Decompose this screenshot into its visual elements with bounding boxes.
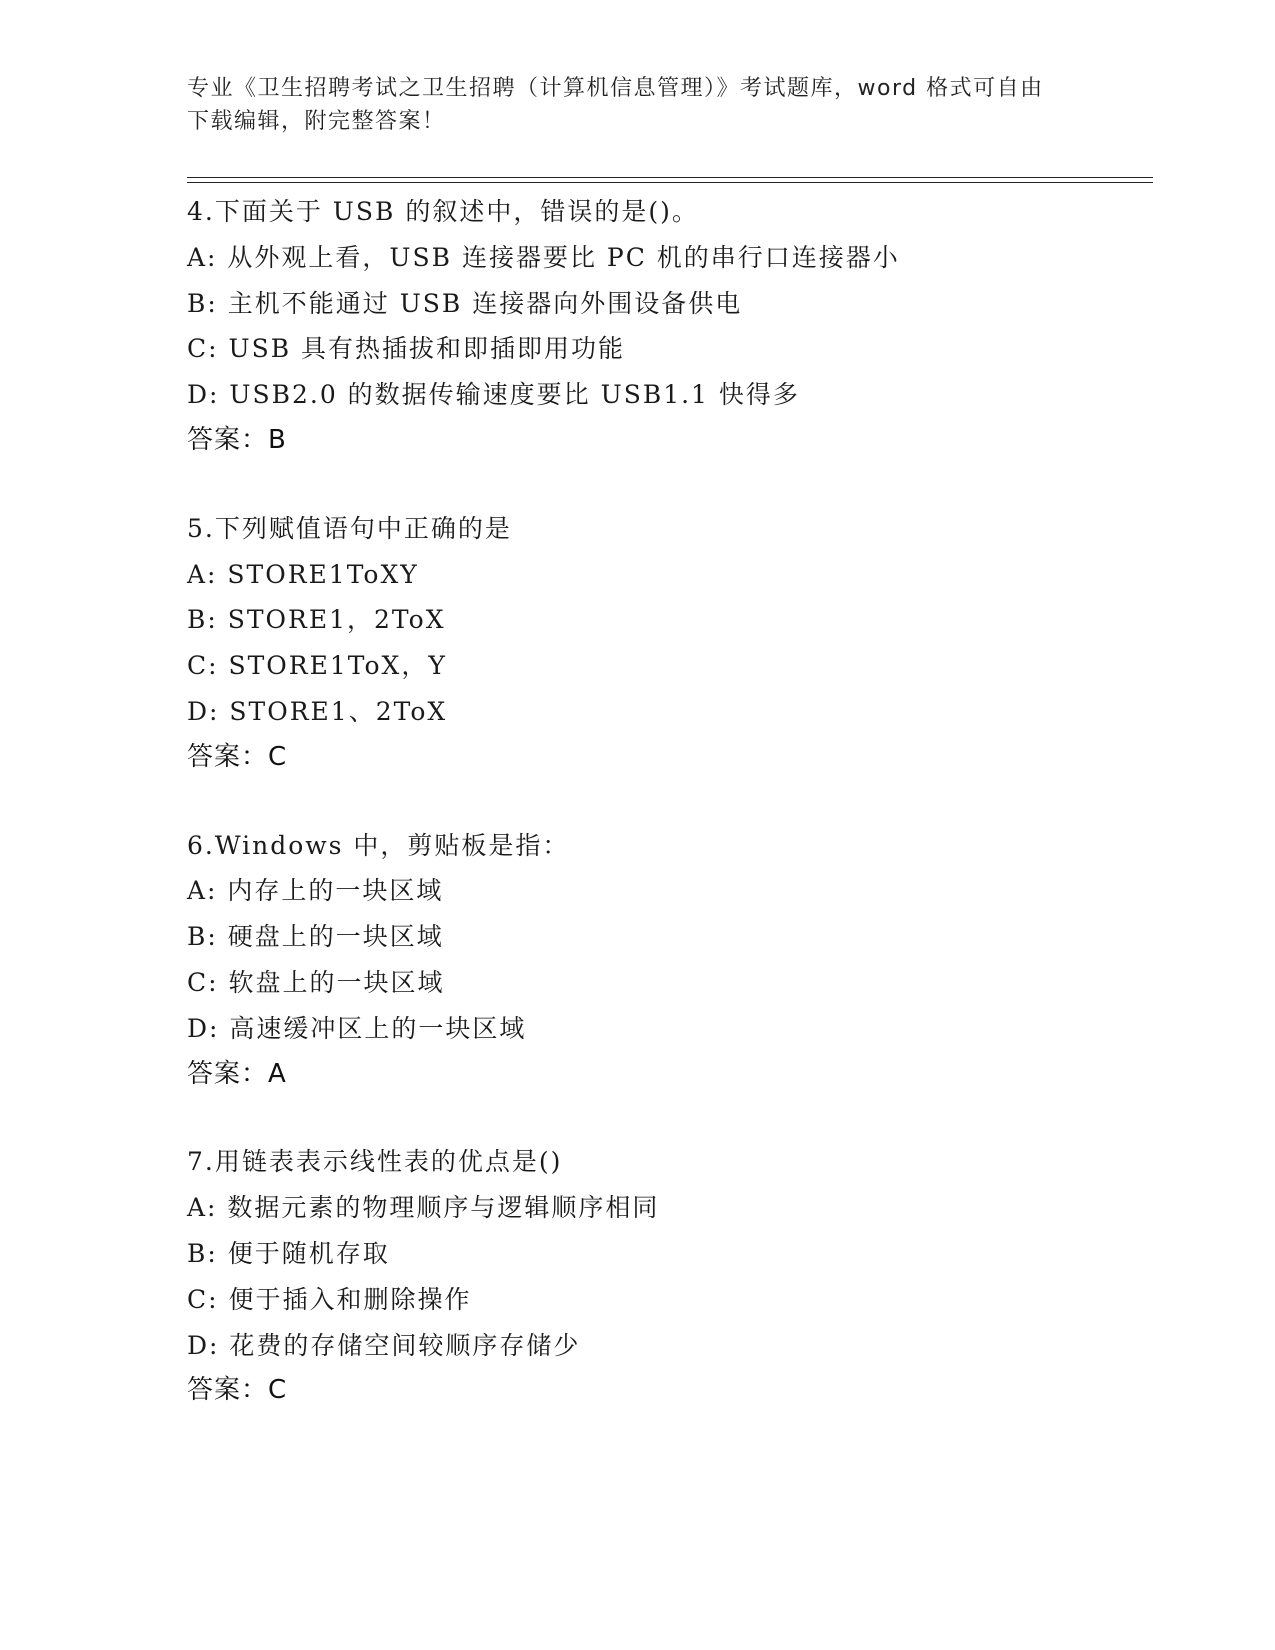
option-a: A: 从外观上看，USB 连接器要比 PC 机的串行口连接器小 [187, 242, 900, 272]
option-a: A: 数据元素的物理顺序与逻辑顺序相同 [187, 1193, 660, 1223]
option-b: B: 硬盘上的一块区域 [187, 922, 444, 952]
option-b: B: 主机不能通过 USB 连接器向外围设备供电 [187, 288, 743, 318]
option-d: D: 花费的存储空间较顺序存储少 [187, 1330, 581, 1360]
question-stem: 4.下面关于 USB 的叙述中，错误的是()。 [187, 197, 699, 226]
option-a: A: STORE1ToXY [187, 559, 419, 589]
question-stem: 7.用链表表示线性表的优点是() [187, 1147, 563, 1177]
question-5 [187, 506, 1147, 781]
answer-label: 答案：B [187, 424, 287, 455]
option-b: B: STORE1，2ToX [187, 605, 446, 635]
option-c: C: STORE1ToX，Y [187, 651, 447, 681]
question-7 [187, 1139, 1147, 1414]
option-c: C: USB 具有热插拔和即插即用功能 [187, 334, 626, 364]
option-d: D: USB2.0 的数据传输速度要比 USB1.1 快得多 [187, 380, 800, 410]
question-6 [187, 823, 1147, 1098]
header-rule-top [187, 177, 1153, 178]
option-c: C: 软盘上的一块区域 [187, 967, 445, 997]
option-c: C: 便于插入和删除操作 [187, 1284, 472, 1314]
question-list [187, 189, 1147, 1456]
header-rule-bottom [187, 182, 1153, 183]
option-d: D: 高速缓冲区上的一块区域 [187, 1013, 527, 1043]
answer-label: 答案：C [187, 741, 288, 772]
option-b: B: 便于随机存取 [187, 1238, 390, 1268]
option-d: D: STORE1、2ToX [187, 696, 448, 726]
answer-label: 答案：C [187, 1375, 288, 1406]
document-header: 专业《卫生招聘考试之卫生招聘（计算机信息管理）》考试题库，word 格式可自由下载编辑，附完整答案！ [187, 76, 1044, 134]
question-stem: 5.下列赋值语句中正确的是 [187, 513, 512, 543]
question-stem: 6.Windows 中，剪贴板是指： [187, 830, 570, 860]
option-a: A: 内存上的一块区域 [187, 876, 444, 906]
question-4 [187, 189, 1147, 464]
answer-label: 答案：A [187, 1058, 287, 1089]
